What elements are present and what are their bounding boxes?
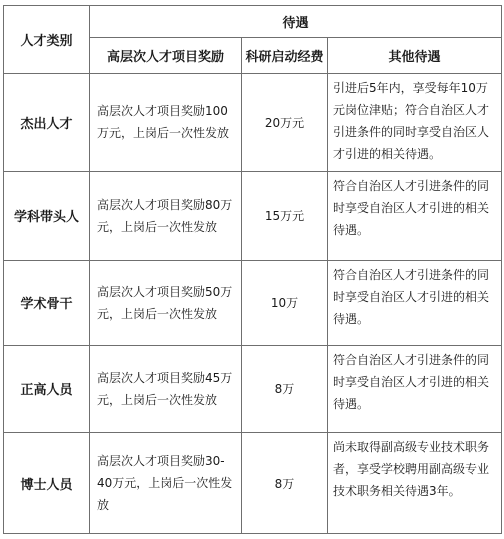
table-row xyxy=(4,73,502,171)
fund-cell: 8万 xyxy=(242,433,328,534)
header-fund: 科研启动经费 xyxy=(242,37,328,73)
category-cell: 杰出人才 xyxy=(4,73,90,171)
fund-cell: 15万元 xyxy=(242,171,328,260)
other-treatment-cell: 尚未取得副高级专业技术职务者，享受学校聘用副高级专业技术职务相关待遇3年。 xyxy=(328,433,502,534)
award-cell: 高层次人才项目奖励50万元，上岗后一次性发放 xyxy=(90,260,242,345)
category-cell: 正高人员 xyxy=(4,345,90,432)
header-treatment: 待遇 xyxy=(90,6,502,38)
category-cell: 学术骨干 xyxy=(4,260,90,345)
talent-treatment-table xyxy=(3,5,502,534)
award-cell: 高层次人才项目奖励30-40万元，上岗后一次性发放 xyxy=(90,433,242,534)
header-category: 人才类别 xyxy=(4,6,90,74)
header-other: 其他待遇 xyxy=(328,37,502,73)
other-treatment-cell: 符合自治区人才引进条件的同时享受自治区人才引进的相关待遇。 xyxy=(328,171,502,260)
fund-cell: 20万元 xyxy=(242,73,328,171)
table-row xyxy=(4,171,502,260)
other-treatment-cell: 符合自治区人才引进条件的同时享受自治区人才引进的相关待遇。 xyxy=(328,345,502,432)
header-award: 高层次人才项目奖励 xyxy=(90,37,242,73)
category-cell: 博士人员 xyxy=(4,433,90,534)
table-row xyxy=(4,345,502,432)
other-treatment-cell: 符合自治区人才引进条件的同时享受自治区人才引进的相关待遇。 xyxy=(328,260,502,345)
fund-cell: 8万 xyxy=(242,345,328,432)
table-row xyxy=(4,433,502,534)
other-treatment-cell: 引进后5年内，享受每年10万元岗位津贴；符合自治区人才引进条件的同时享受自治区人才引进的相关待遇。 xyxy=(328,73,502,171)
table-row xyxy=(4,260,502,345)
award-cell: 高层次人才项目奖励100万元，上岗后一次性发放 xyxy=(90,73,242,171)
fund-cell: 10万 xyxy=(242,260,328,345)
award-cell: 高层次人才项目奖励80万元，上岗后一次性发放 xyxy=(90,171,242,260)
category-cell: 学科带头人 xyxy=(4,171,90,260)
award-cell: 高层次人才项目奖励45万元，上岗后一次性发放 xyxy=(90,345,242,432)
